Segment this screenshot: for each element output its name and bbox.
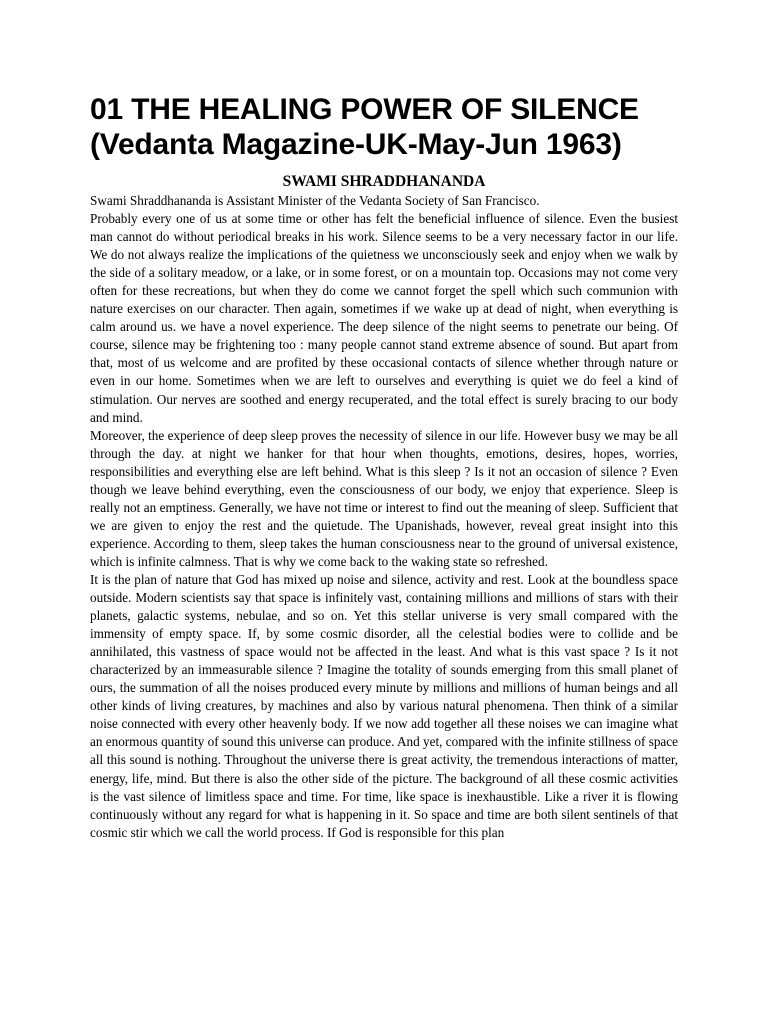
paragraph-3: It is the plan of nature that God has mixed up noise and silence, activity and rest. Look at the boundless space outside. Modern scientists say that space is infinitely vast, containing millions and millions of stars with their planets, galactic systems, nebulae, and so on. Yet this stellar universe is very small compared with the immensity of empty space. If, by some cosmic disorder, all the celestial bodies were to collide and be annihilated, this vastness of space would not be affected in the least. And what is this vast space ? Is it not characterized by an immeasurable silence ? Imagine the totality of sounds emerging from this small planet of ours, the summation of all the noises produced every minute by millions and millions of human beings and all other kinds of living creatures, by machines and also by various natural phenomena. Then think of a similar noise connected with every other heavenly body. If we now add together all these noises we can imagine what an enormous quantity of sound this universe can produce. And yet, compared with the infinite stillness of space all this sound is nothing. Throughout the universe there is great activity, the tremendous interactions of matter, energy, life, mind. But there is also the other side of the picture. The background of all these cosmic activities is the vast silence of limitless space and time. For time, like space is inexhaustible. Like a river it is flowing continuously without any regard for what is happening in it. So space and time are both silent sentinels of that cosmic stir which we call the world process. If God is responsible for this plan: [90, 571, 678, 840]
document-page: [90, 92, 678, 842]
paragraph-1: Probably every one of us at some time or other has felt the beneficial influence of silence. Even the busiest man cannot do without periodical breaks in his work. Silence seems to be a very necessary factor in our life. We do not always realize the implications of the quietness we unconsciously seek and enjoy when we walk by the side of a solitary meadow, or a lake, or in some forest, or on a mountain top. Occasions may not come very often for these recreations, but when they do come we cannot forget the spell which such communion with nature exercises on our character. Then again, sometimes if we wake up at dead of night, when everything is calm around us. we have a novel experience. The deep silence of the night seems to penetrate our being. Of course, silence may be frightening too : many people cannot stand extreme absence of sound. But apart from that, most of us welcome and are profited by these occasional contacts of silence whether through nature or even in our home. Sometimes when we are left to ourselves and everything is quiet we do feel a kind of stimulation. Our nerves are soothed and energy recuperated, and the total effect is surely bracing to our body and mind.: [90, 211, 678, 425]
author-byline: Swami Shraddhananda is Assistant Minister of the Vedanta Society of San Francisco.: [90, 193, 540, 208]
title-line-2: (Vedanta Magazine-UK-May-Jun 1963): [90, 128, 622, 161]
document-title: [90, 92, 678, 162]
paragraph-2: Moreover, the experience of deep sleep proves the necessity of silence in our life. However busy we may be all through the day. at night we hanker for that hour when thoughts, emotions, desires, hopes, worries, responsibilities and everything else are left behind. What is this sleep ? Is it not an occasion of silence ? Even though we leave behind everything, even the consciousness of our body, we enjoy that experience. Sleep is really not an emptiness. Generally, we have not time or interest to find out the meaning of sleep. Sufficient that we are given to enjoy the rest and the quietude. The Upanishads, however, reveal great insight into this experience. According to them, sleep takes the human consciousness near to the ground of universal existence, which is infinite calmness. That is why we come back to the waking state so refreshed.: [90, 427, 678, 569]
author-name: SWAMI SHRADDHANANDA: [282, 173, 486, 190]
title-line-1: 01 THE HEALING POWER OF SILENCE: [90, 93, 639, 126]
